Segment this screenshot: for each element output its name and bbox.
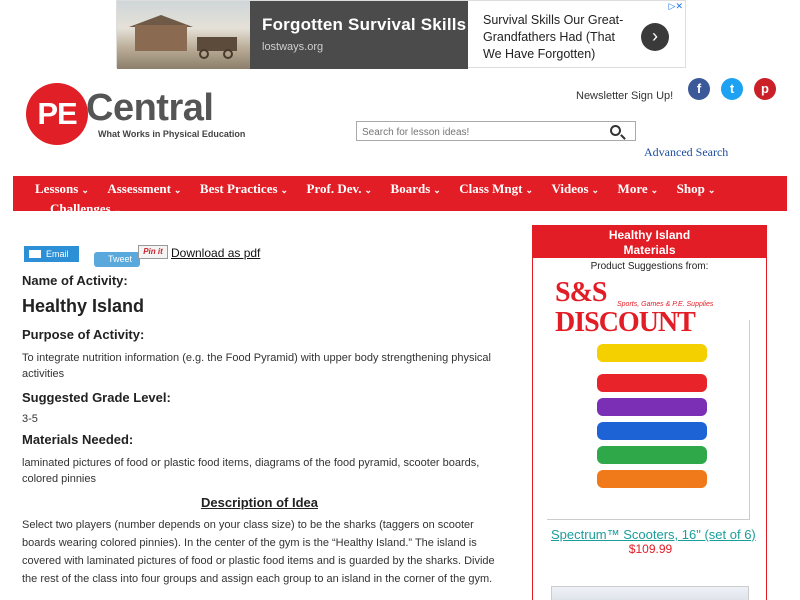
search-icon[interactable]	[610, 125, 621, 136]
grade-level-text: 3-5	[22, 413, 38, 425]
adchoices-icon[interactable]: ▷✕	[668, 1, 683, 11]
product-image[interactable]	[547, 320, 750, 520]
nav-item-shop[interactable]: Shop ⌄	[676, 181, 716, 196]
scooter-board-yellow	[597, 344, 707, 362]
product-price: $109.99	[628, 542, 673, 556]
advanced-search-link[interactable]: Advanced Search	[644, 145, 729, 159]
name-of-activity-label: Name of Activity:	[22, 273, 128, 288]
nav-item-assessment[interactable]: Assessment ⌄	[107, 181, 182, 196]
ad-title[interactable]: Forgotten Survival Skills	[262, 15, 467, 34]
activity-title: Healthy Island	[22, 296, 145, 316]
pin-it-button[interactable]: Pin it	[138, 245, 168, 259]
product-suggestions-label: Product Suggestions from:	[590, 261, 709, 272]
nav-row-2	[50, 200, 135, 218]
ad-image[interactable]	[117, 1, 250, 69]
scooter-board-orange	[597, 470, 707, 488]
scooter-board-blue	[597, 422, 707, 440]
nav-item-prof-dev[interactable]: Prof. Dev. ⌄	[306, 181, 373, 196]
logo-wordmark: Central	[86, 87, 214, 129]
site-logo[interactable]	[26, 83, 246, 143]
download-pdf-link[interactable]: Download as pdf	[171, 246, 261, 260]
nav-item-videos[interactable]: Videos ⌄	[551, 181, 600, 196]
scooter-board-green	[597, 446, 707, 464]
product-title-link[interactable]: Spectrum™ Scooters, 16" (set of 6)	[551, 527, 756, 542]
description-text: Select two players (number depends on your class size) to be the sharks (taggers on scooter boards wearing colored pinnies). In the center of the gym is the “Healthy Island.” The island is covered with laminated pictures of food or plastic food items and is guarded by the sharks. Divide the rest of the class into four groups and assign each group to an island in the corner of the gym.	[22, 519, 495, 585]
ad-arrow-button[interactable]: ›	[641, 23, 669, 51]
description-heading: Description of Idea	[200, 495, 319, 510]
materials-label: Materials Needed:	[22, 432, 134, 447]
facebook-icon[interactable]: f	[688, 78, 710, 100]
search-box[interactable]	[356, 121, 636, 141]
nav-row	[35, 180, 729, 198]
search-input[interactable]	[357, 124, 597, 142]
nav-item-lessons[interactable]: Lessons ⌄	[35, 181, 89, 196]
materials-text: laminated pictures of food or plastic food items, diagrams of the food pyramid, scooter boards, colored pinnies	[22, 457, 480, 485]
email-share-label: Email	[46, 249, 69, 259]
scooter-board-red	[597, 374, 707, 392]
email-share-button[interactable]	[24, 246, 79, 262]
envelope-icon	[29, 250, 41, 258]
purpose-label: Purpose of Activity:	[22, 327, 145, 342]
logo-pe-mark: PE	[26, 83, 88, 145]
nav-item-class-mngt[interactable]: Class Mngt ⌄	[459, 181, 534, 196]
sidebar-heading-line-1: Healthy Island	[608, 228, 691, 242]
tweet-label: Tweet	[108, 254, 133, 264]
next-product-image[interactable]	[551, 586, 749, 600]
activity-content	[22, 273, 502, 588]
ad-banner[interactable]	[116, 0, 686, 68]
nav-item-more[interactable]: More ⌄	[617, 181, 659, 196]
scooter-board-purple	[597, 398, 707, 416]
ss-discount-tagline: Sports, Games & P.E. Supplies	[617, 301, 714, 308]
newsletter-signup-link[interactable]: Newsletter Sign Up!	[576, 90, 674, 102]
ad-domain: lostways.org	[262, 41, 324, 53]
twitter-icon[interactable]: t	[721, 78, 743, 100]
purpose-text: To integrate nutrition information (e.g. the Food Pyramid) with upper body strengthening physical activities	[22, 352, 491, 380]
ss-discount-wordmark: S&S DISCOUNT	[555, 277, 695, 338]
materials-sidebar	[532, 225, 767, 600]
ad-headline-panel[interactable]	[250, 1, 468, 69]
tweet-button[interactable]	[94, 252, 140, 267]
ad-description[interactable]: Survival Skills Our Great-Grandfathers Had (That We Have Forgotten)	[483, 13, 624, 61]
sidebar-heading	[533, 226, 766, 258]
main-nav	[13, 176, 787, 216]
nav-item-challenges[interactable]: Challenges ⌄	[50, 201, 122, 216]
grade-level-label: Suggested Grade Level:	[22, 390, 171, 405]
ss-discount-logo[interactable]	[555, 277, 750, 338]
pinterest-icon[interactable]: p	[754, 78, 776, 100]
logo-tagline: What Works in Physical Education	[98, 129, 246, 139]
nav-item-best-practices[interactable]: Best Practices ⌄	[199, 181, 289, 196]
sidebar-heading-line-2: Materials	[623, 243, 676, 257]
nav-item-boards[interactable]: Boards ⌄	[390, 181, 441, 196]
